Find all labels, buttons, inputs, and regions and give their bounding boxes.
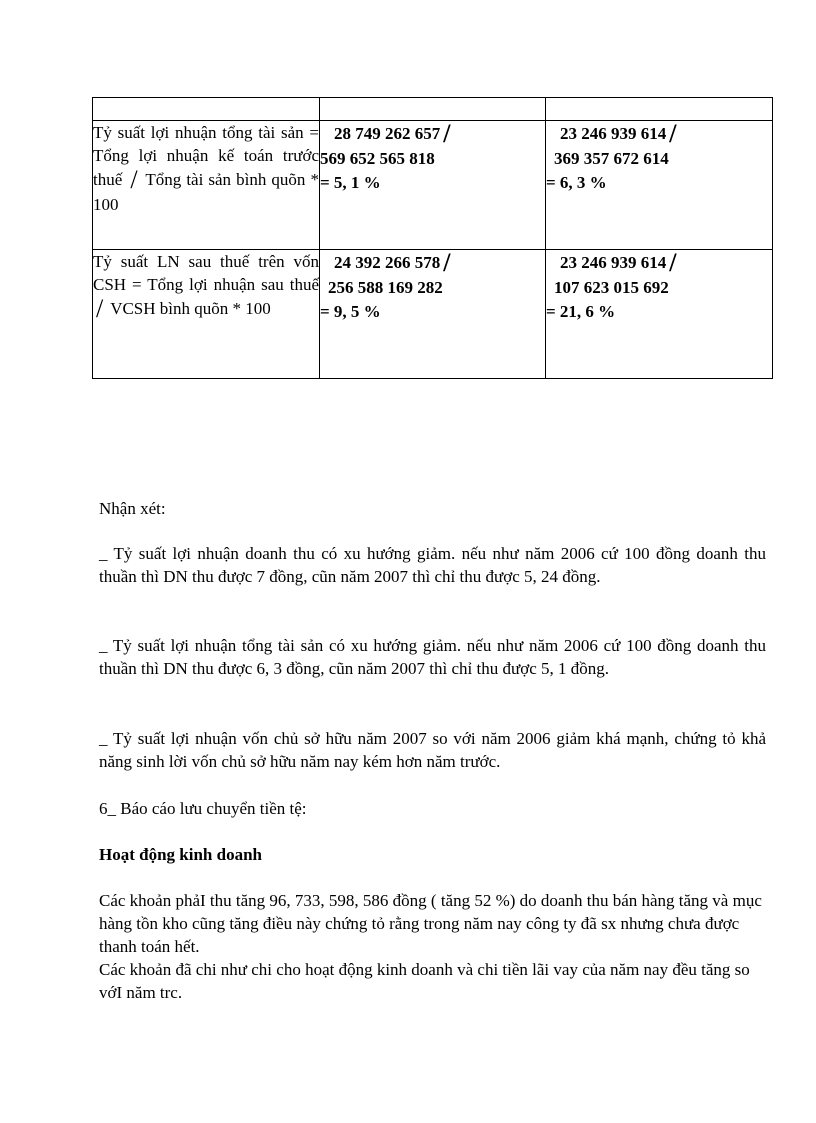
- table-cell: [546, 98, 773, 121]
- comments-heading: Nhận xét:: [99, 499, 166, 518]
- section-title: 6_ Báo cáo lưu chuyển tiền tệ:: [99, 799, 307, 818]
- ratio-label-cell: [93, 250, 320, 379]
- comment-paragraph: _ Tỷ suất lợi nhuận doanh thu có xu hướng giảm. nếu như năm 2006 cứ 100 đồng doanh thu thuần thì DN thu được 7 đồng, cũn năm 2007 thì chỉ thu được 5, 24 đồng.: [99, 544, 766, 586]
- comment-paragraph: _ Tỷ suất lợi nhuận tổng tài sản có xu hướng giảm. nếu như năm 2006 cứ 100 đồng doanh thu thuần thì DN thu được 6, 3 đồng, cũn năm 2007 thì chỉ thu được 5, 1 đồng.: [99, 636, 766, 678]
- numerator: 28 749 262 657: [334, 124, 441, 143]
- numerator: 23 246 939 614: [560, 253, 667, 272]
- ratio-label-text: VCSH bình quõn * 100: [110, 299, 271, 318]
- numerator: 23 246 939 614: [560, 124, 667, 143]
- denominator: 256 588 169 282: [328, 278, 443, 297]
- ratio-label-text: Tổng tài sản bình quõn * 100: [93, 170, 320, 214]
- comment-paragraph: _ Tỷ suất lợi nhuận vốn chủ sở hữu năm 2007 so với năm 2006 giảm khá mạnh, chứng tỏ khả năng sinh lời vốn chủ sở hữu năm nay kém hơn năm trước.: [99, 729, 766, 771]
- ratio-label-text: Tỷ suất lợi nhuận tổng tài sản = Tổng lợi nhuận kế toán trước thuế: [93, 123, 319, 189]
- denominator: 107 623 015 692: [554, 278, 669, 297]
- body-paragraph: Các khoản đã chi như chi cho hoạt động kinh doanh và chi tiền lãi vay của năm nay đều tăng so vớI năm trc.: [99, 960, 750, 1002]
- table-cell: [93, 98, 320, 121]
- year-value-cell: [546, 121, 773, 250]
- ratio-result: = 9, 5 %: [320, 302, 381, 321]
- table-header-row: [93, 98, 773, 121]
- ratio-table: [92, 97, 773, 379]
- year-value-cell: [320, 250, 546, 379]
- year-value-cell: [546, 250, 773, 379]
- numerator: 24 392 266 578: [334, 253, 441, 272]
- ratio-label-text: Tỷ suất LN sau thuế trên vốn CSH = Tổng lợi nhuận sau thuế: [93, 252, 319, 294]
- ratio-result: = 6, 3 %: [546, 173, 607, 192]
- slash-symbol: /: [443, 119, 451, 148]
- body-paragraph: Các khoản phảI thu tăng 96, 733, 598, 586 đồng ( tăng 52 %) do doanh thu bán hàng tăng và mục hàng tồn kho cũng tăng điều này chứng tỏ rằng trong năm nay công ty đã sx nhưng chưa được thanh toán hết.: [99, 891, 762, 956]
- year-value-cell: [320, 121, 546, 250]
- slash-symbol: /: [443, 248, 451, 277]
- table-row: [93, 121, 773, 250]
- table-row: [93, 250, 773, 379]
- slash-symbol: /: [669, 248, 677, 277]
- denominator: 369 357 672 614: [554, 149, 669, 168]
- ratio-result: = 21, 6 %: [546, 302, 616, 321]
- ratio-label-cell: [93, 121, 320, 250]
- denominator: 569 652 565 818: [320, 149, 435, 168]
- slash-symbol: /: [669, 119, 677, 148]
- slash-symbol: /: [130, 165, 138, 194]
- slash-symbol: /: [96, 294, 104, 323]
- section-subheading: Hoạt động kinh doanh: [99, 845, 262, 864]
- ratio-result: = 5, 1 %: [320, 173, 381, 192]
- table-cell: [320, 98, 546, 121]
